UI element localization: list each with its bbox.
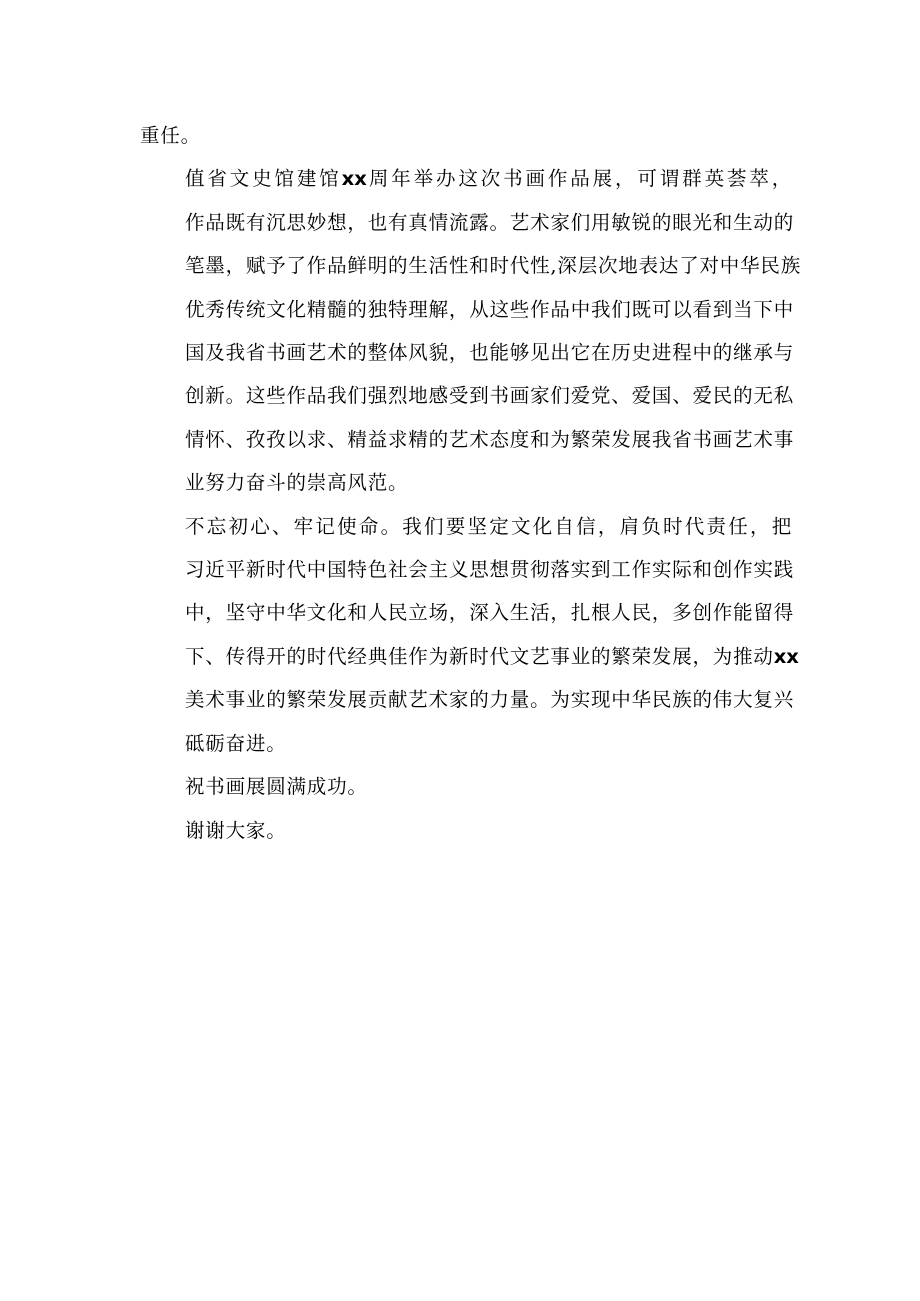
paragraph-3 [140,505,799,765]
paragraph-line: 国及我省书画艺术的整体风貌，也能够见出它在历史进程中的继承与 [185,341,795,365]
paragraph-line: 祝书画展圆满成功。 [185,775,368,799]
paragraph-5 [140,809,792,852]
paragraph-line: 作品既有沉思妙想，也有真情流露。艺术家们用敏锐的眼光和生动的 [185,210,795,234]
paragraph-line: 不忘初心、牢记使命。我们要坚定文化自信，肩负时代责任，把 [185,514,792,538]
paragraph-2 [140,157,801,504]
paragraph-1 [140,114,792,157]
document-body [140,114,801,852]
paragraph-line: 情怀、孜孜以求、精益求精的艺术态度和为繁荣发展我省书画艺术事 [185,427,795,451]
paragraph-line: 习近平新时代中国特色社会主义思想贯彻落实到工作实际和创作实践 [185,558,795,582]
paragraph-line: 谢谢大家。 [185,818,287,842]
paragraph-line: 业努力奋斗的崇高风范。 [185,471,409,495]
paragraph-line: 重任。 [140,124,201,147]
paragraph-4 [140,765,792,808]
paragraph-line: 砥砺奋进。 [185,731,287,755]
paragraph-line: 美术事业的繁荣发展贡献艺术家的力量。为实现中华民族的伟大复兴 [185,688,795,712]
paragraph-line: 中，坚守中华文化和人民立场，深入生活，扎根人民，多创作能留得 [185,601,795,625]
paragraph-line: 下、传得开的时代经典佳作为新时代文艺事业的繁荣发展，为推动xx [185,644,799,668]
paragraph-line: 创新。这些作品我们强烈地感受到书画家们爱党、爱国、爱民的无私 [185,384,795,408]
paragraph-line: 优秀传统文化精髓的独特理解，从这些作品中我们既可以看到当下中 [185,297,795,321]
paragraph-line: 笔墨，赋予了作品鲜明的生活性和时代性,深层次地表达了对中华民族 [185,254,801,278]
paragraph-line: 值省文史馆建馆xx周年举办这次书画作品展，可谓群英荟萃， [185,167,792,191]
